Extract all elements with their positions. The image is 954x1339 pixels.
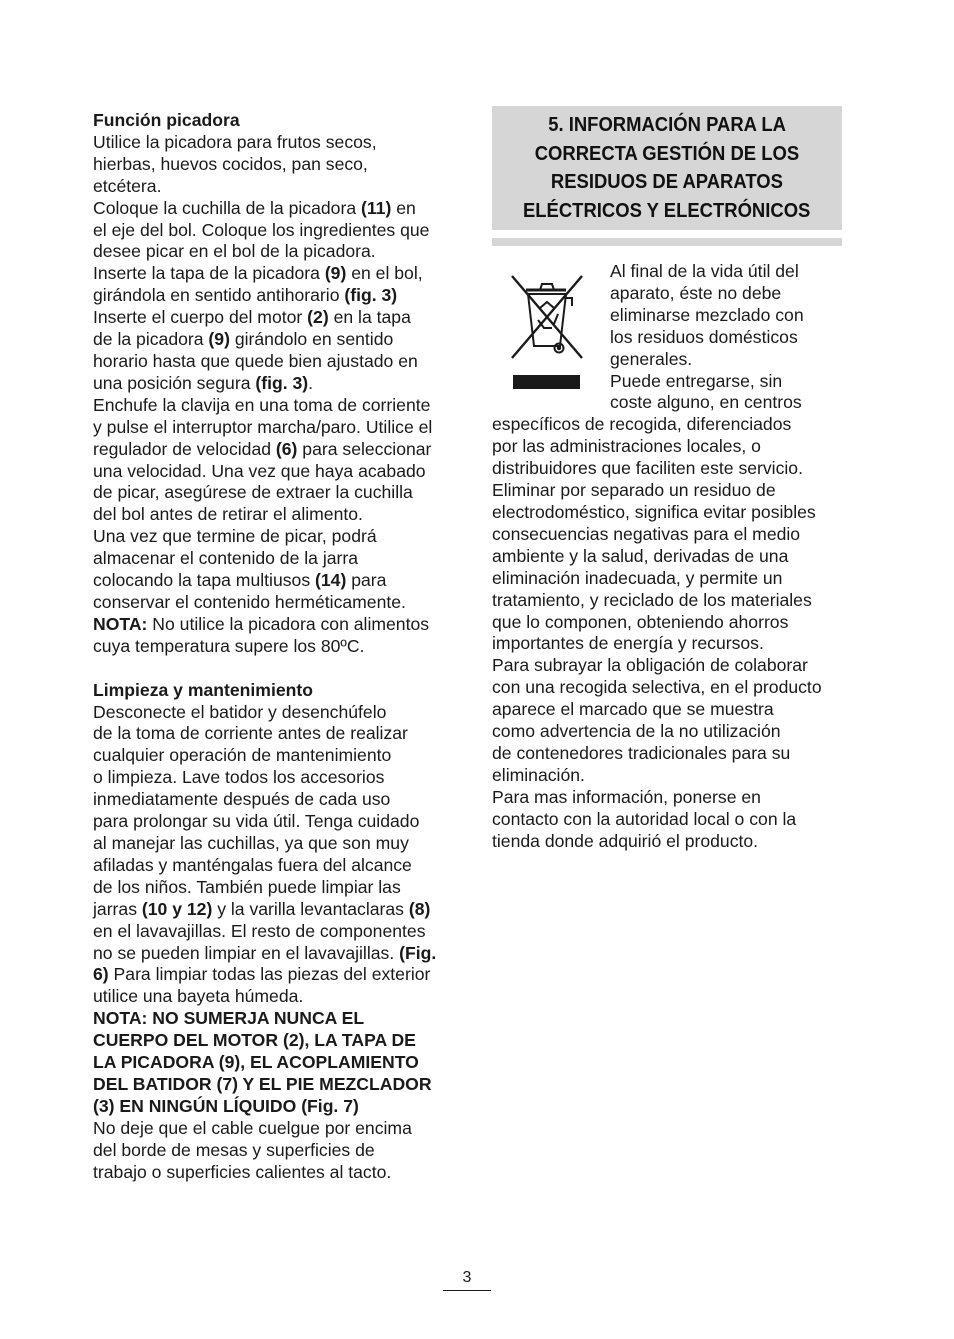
text-run: del bol antes de retirar el alimento.: [93, 504, 363, 525]
text-run: no se pueden limpiar en el lavavajillas.: [93, 942, 400, 963]
bold-run: CUERPO DEL MOTOR (2), LA TAPA DE: [93, 1030, 416, 1051]
heading-underline-bar: [492, 238, 842, 246]
text-run: por las administraciones locales, o: [492, 436, 761, 457]
text-line: [492, 677, 842, 699]
text-line: [93, 855, 453, 877]
text-run: importantes de energía y recursos.: [492, 633, 764, 654]
text-run: regulador de velocidad: [93, 438, 276, 459]
text-run: utilice una bayeta húmeda.: [93, 986, 304, 1007]
text-line: [93, 833, 453, 855]
text-line: [93, 1162, 453, 1184]
text-line: [492, 327, 842, 349]
text-line: [492, 371, 842, 393]
text-line: [93, 329, 453, 351]
bold-run: (14): [315, 570, 347, 591]
section-5-body: [492, 261, 842, 852]
bold-run: (6): [275, 438, 298, 459]
text-line: [93, 964, 453, 986]
bold-run: (11): [361, 197, 392, 218]
text-run: al manejar las cuchillas, ya que son muy: [93, 833, 409, 853]
text-line: [93, 1118, 453, 1140]
text-line: [93, 745, 453, 767]
text-run: Inserte el cuerpo del motor: [93, 307, 308, 328]
text-line: [93, 1074, 453, 1096]
text-line: [93, 285, 453, 307]
text-run: como advertencia de la no utilización: [492, 721, 781, 742]
text-line: [93, 198, 453, 220]
text-run: una posición segura: [93, 372, 256, 393]
text-run: ambiente y la salud, derivadas de una: [492, 545, 789, 566]
text-run: en: [391, 197, 416, 218]
text-line: [492, 809, 842, 831]
text-line: [93, 241, 453, 263]
text-run: y pulse el interruptor marcha/paro. Utilice el: [93, 416, 433, 437]
bold-run: NOTA:: [93, 613, 148, 634]
text-line: [492, 414, 842, 436]
text-run: Para limpiar todas las piezas del exterior: [108, 964, 431, 985]
text-run: inmediatamente después de cada uso: [93, 789, 391, 810]
text-run: aparece el marcado que se muestra: [492, 699, 774, 720]
text-run: Para mas información, ponerse en: [492, 786, 761, 807]
section-5-heading-box: [492, 106, 842, 230]
text-line: [93, 263, 453, 285]
text-run: No utilice la picadora con alimentos: [147, 613, 430, 634]
text-run: Utilice la picadora para frutos secos,: [93, 131, 377, 152]
text-line: [93, 154, 453, 176]
text-run: tratamiento, y reciclado de los materiales: [492, 589, 812, 610]
text-run: consecuencias negativas para el medio: [492, 523, 801, 544]
text-run: desee picar en el bol de la picadora.: [93, 241, 376, 262]
text-run: eliminación inadecuada, y permite un: [492, 567, 783, 588]
text-line: [492, 787, 842, 809]
text-run: electrodoméstico, significa evitar posibles: [492, 501, 816, 522]
text-run: Enchufe la clavija en una toma de corriente: [93, 394, 431, 415]
bold-run: NOTA: NO SUMERJA NUNCA EL: [93, 1008, 365, 1029]
text-line: [492, 612, 842, 634]
text-line: [492, 458, 842, 480]
text-line: [492, 436, 842, 458]
text-line: [93, 986, 453, 1008]
text-run: Coloque la cuchilla de la picadora: [93, 197, 361, 218]
text-line: [93, 767, 453, 789]
bold-run: (fig. 3): [255, 372, 309, 393]
text-run: Una vez que termine de picar, podrá: [93, 526, 377, 547]
text-line: [93, 351, 453, 373]
bold-run: (Fig.: [399, 942, 437, 963]
text-line: [93, 921, 453, 943]
text-line: [93, 943, 453, 965]
text-run: Al final de la vida útil del: [610, 261, 799, 281]
text-line: [93, 702, 453, 724]
text-line: [93, 176, 453, 198]
text-run: distribuidores que faciliten este servicio.: [492, 458, 803, 479]
text-run: jarras: [93, 898, 142, 919]
text-line: [93, 548, 453, 570]
text-run: en el lavavajillas. El resto de componentes: [93, 920, 426, 941]
text-line: [93, 614, 453, 636]
text-run: del borde de mesas y superficies de: [93, 1139, 375, 1160]
text-line: [492, 349, 842, 371]
bold-run: (9): [208, 329, 230, 350]
text-run: específicos de recogida, diferenciados: [492, 414, 792, 435]
bold-run: 6): [93, 964, 109, 985]
text-line: [93, 789, 453, 811]
text-line: [492, 305, 842, 327]
text-run: generales.: [610, 348, 693, 369]
text-line: [492, 568, 842, 590]
text-run: colocando la tapa multiusos: [93, 570, 316, 591]
text-run: para prolongar su vida útil. Tenga cuidado: [93, 811, 420, 832]
text-line: [93, 439, 453, 461]
text-line: [492, 546, 842, 568]
heading-limpieza-mantenimiento: Limpieza y mantenimiento: [93, 679, 313, 700]
text-line: [93, 504, 453, 526]
text-line: [93, 1008, 453, 1030]
text-run: de picar, asegúrese de extraer la cuchilla: [93, 482, 413, 503]
text-line: [93, 526, 453, 548]
text-line: [93, 1052, 453, 1074]
section-5-heading-line: CORRECTA GESTIÓN DE LOS: [534, 141, 800, 165]
text-line: [93, 811, 453, 833]
text-run: horario hasta que quede bien ajustado en: [93, 350, 418, 371]
text-run: coste alguno, en centros: [610, 392, 802, 413]
bold-run: (fig. 3): [344, 285, 398, 306]
text-run: y la varilla levantaclaras: [212, 898, 409, 919]
page-number: 3: [443, 1268, 491, 1291]
text-line: [492, 392, 842, 414]
text-line: [93, 373, 453, 395]
text-run: Puede entregarse, sin: [610, 370, 783, 391]
bold-run: LA PICADORA (9), EL ACOPLAMIENTO: [93, 1052, 419, 1073]
text-line: [492, 743, 842, 765]
right-column: [492, 261, 842, 852]
text-run: cuya temperatura supere los 80ºC.: [93, 635, 365, 656]
text-line: [93, 1140, 453, 1162]
text-run: de la toma de corriente antes de realizar: [93, 723, 408, 744]
text-line: [492, 721, 842, 743]
text-line: [93, 1030, 453, 1052]
text-line: [93, 417, 453, 439]
text-run: para seleccionar: [297, 438, 432, 459]
text-line: [93, 899, 453, 921]
text-line: [492, 261, 842, 283]
bold-run: (9): [324, 263, 347, 284]
text-line: [93, 307, 453, 329]
section-5-heading-line: RESIDUOS DE APARATOS: [550, 170, 784, 193]
text-line: [93, 220, 453, 242]
heading-funcion-picadora: Función picadora: [93, 110, 240, 130]
section-funcion-picadora-body: [93, 132, 453, 658]
text-run: Inserte la tapa de la picadora: [93, 263, 325, 284]
text-run: aparato, éste no debe: [610, 282, 782, 303]
text-run: tienda donde adquirió el producto.: [492, 830, 759, 851]
text-run: en la tapa: [328, 307, 411, 328]
text-line: [93, 1096, 453, 1118]
text-line: [492, 699, 842, 721]
text-run: Eliminar por separado un residuo de: [492, 480, 776, 501]
text-run: conservar el contenido herméticamente.: [93, 591, 406, 612]
text-line: [492, 502, 842, 524]
text-line: [492, 831, 842, 853]
text-run: el eje del bol. Coloque los ingredientes que: [93, 219, 430, 240]
text-line: [93, 570, 453, 592]
text-line: [492, 765, 842, 787]
text-run: etcétera.: [93, 175, 162, 196]
text-run: contacto con la autoridad local o con la: [492, 808, 797, 829]
left-column: [93, 110, 453, 1184]
text-line: [492, 480, 842, 502]
text-line: [93, 482, 453, 504]
text-line: [492, 590, 842, 612]
text-run: que lo componen, obteniendo ahorros: [492, 611, 789, 632]
text-line: [93, 395, 453, 417]
text-run: girándolo en sentido: [229, 329, 394, 350]
text-run: Desconecte el batidor y desenchúfelo: [93, 701, 387, 722]
text-line: [492, 655, 842, 677]
text-line: [492, 524, 842, 546]
text-run: de la picadora: [93, 329, 209, 350]
text-line: [93, 723, 453, 745]
text-line: [492, 283, 842, 305]
text-run: almacenar el contenido de la jarra: [93, 548, 359, 569]
text-run: para: [346, 570, 387, 591]
section-5-heading-line: 5. INFORMACIÓN PARA LA: [548, 113, 786, 136]
bold-run: DEL BATIDOR (7) Y EL PIE MEZCLADOR: [93, 1073, 432, 1094]
text-run: o limpieza. Lave todos los accesorios: [93, 767, 385, 788]
text-line: [93, 636, 453, 658]
text-run: en el bol,: [346, 263, 423, 284]
bold-run: (3) EN NINGÚN LÍQUIDO (Fig. 7): [93, 1095, 359, 1116]
section-5-heading-line: ELÉCTRICOS Y ELECTRÓNICOS: [523, 198, 811, 222]
text-run: eliminarse mezclado con: [610, 304, 804, 325]
text-line: [93, 132, 453, 154]
bold-run: (10 y 12): [141, 898, 213, 919]
text-run: de los niños. También puede limpiar las: [93, 876, 401, 897]
text-run: hierbas, huevos cocidos, pan seco,: [93, 153, 368, 174]
section-limpieza-body: [93, 702, 453, 1184]
text-run: .: [308, 372, 314, 393]
text-run: una velocidad. Una vez que haya acabado: [93, 460, 426, 481]
bold-run: (8): [408, 898, 431, 919]
text-run: con una recogida selectiva, en el producto: [492, 677, 822, 698]
text-run: No deje que el cable cuelgue por encima: [93, 1117, 412, 1138]
text-run: Para subrayar la obligación de colaborar: [492, 655, 808, 676]
bold-run: (2): [307, 307, 329, 328]
text-run: cualquier operación de mantenimiento: [93, 745, 392, 766]
text-run: los residuos domésticos: [610, 326, 798, 347]
text-line: [492, 633, 842, 655]
text-run: girándola en sentido antihorario: [93, 285, 345, 306]
text-run: trabajo o superficies calientes al tacto.: [93, 1161, 392, 1182]
text-line: [93, 877, 453, 899]
text-line: [93, 592, 453, 614]
text-line: [93, 461, 453, 483]
text-run: eliminación.: [492, 764, 585, 785]
text-run: de contenedores tradicionales para su: [492, 742, 791, 763]
text-run: afiladas y manténgalas fuera del alcance: [93, 854, 412, 875]
